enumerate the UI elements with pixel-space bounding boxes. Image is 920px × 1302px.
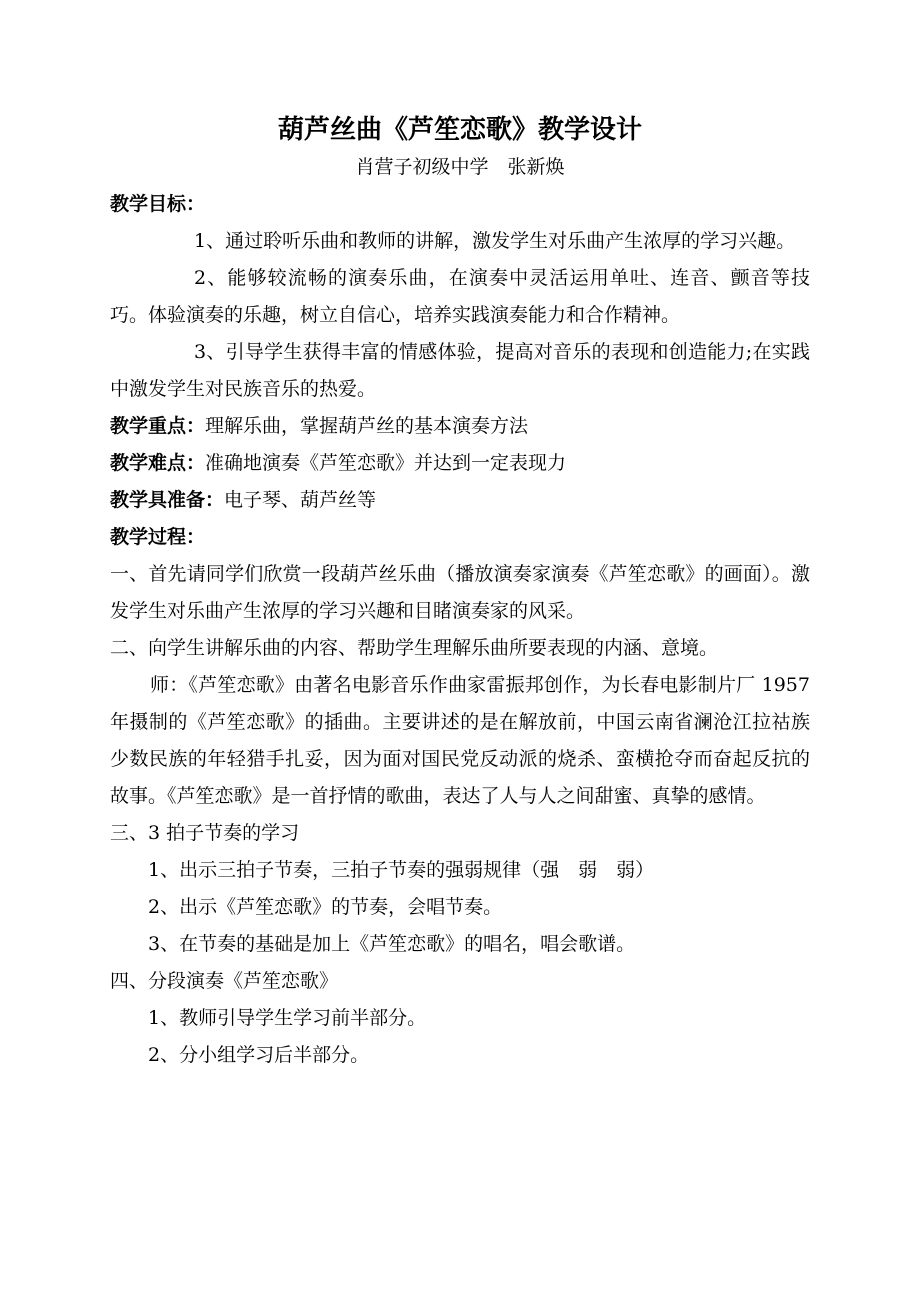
difficulty-label: 教学难点： — [110, 452, 206, 474]
document-page — [110, 112, 810, 1074]
objective-item-2: 2、能够较流畅的演奏乐曲，在演奏中灵活运用单吐、连音、颤音等技巧。体验演奏的乐趣，树立自信心，培养实践演奏能力和合作精神。 — [110, 267, 810, 326]
materials-row — [110, 482, 810, 519]
step3-item-2: 2、出示《芦笙恋歌》的节奏，会唱节奏。 — [148, 896, 503, 918]
objectives-heading: 教学目标： — [110, 193, 206, 215]
document-title: 葫芦丝曲《芦笙恋歌》教学设计 — [277, 115, 642, 145]
step3-item-3: 3、在节奏的基础是加上《芦笙恋歌》的唱名，唱会歌谱。 — [148, 933, 636, 955]
process-heading: 教学过程： — [110, 526, 206, 548]
process-step-4: 四、分段演奏《芦笙恋歌》 — [110, 970, 339, 992]
objective-item-3: 3、引导学生获得丰富的情感体验，提高对音乐的表现和创造能力;在实践中激发学生对民族音乐的热爱。 — [110, 341, 810, 400]
process-step-3: 三、3 拍子节奏的学习 — [110, 822, 300, 844]
key-point-text: 理解乐曲，掌握葫芦丝的基本演奏方法 — [205, 415, 529, 437]
materials-label: 教学具准备： — [110, 489, 225, 511]
process-step-1: 一、首先请同学们欣赏一段葫芦丝乐曲（播放演奏家演奏《芦笙恋歌》的画面）。激发学生对乐曲产生浓厚的学习兴趣和目睹演奏家的风采。 — [110, 563, 810, 622]
step3-item-1: 1、出示三拍子节奏，三拍子节奏的强弱规律（强 弱 弱） — [148, 859, 655, 881]
difficulty-text: 准确地演奏《芦笙恋歌》并达到一定表现力 — [205, 452, 567, 474]
process-step-2: 二、向学生讲解乐曲的内容、帮助学生理解乐曲所要表现的内涵、意境。 — [110, 637, 719, 659]
document-author: 肖营子初级中学 张新焕 — [355, 156, 565, 178]
key-point-label: 教学重点： — [110, 415, 206, 437]
step4-item-2: 2、分小组学习后半部分。 — [148, 1044, 370, 1066]
materials-text: 电子琴、葫芦丝等 — [224, 489, 377, 511]
step4-item-1: 1、教师引导学生学习前半部分。 — [148, 1007, 427, 1029]
difficulty-row — [110, 445, 810, 482]
objective-item-1: 1、通过聆听乐曲和教师的讲解，激发学生对乐曲产生浓厚的学习兴趣。 — [194, 230, 796, 252]
key-point-row — [110, 408, 810, 445]
teacher-paragraph: 师：《芦笙恋歌》由著名电影音乐作曲家雷振邦创作，为长春电影制片厂 1957 年摄制的《芦笙恋歌》的插曲。主要讲述的是在解放前，中国云南省澜沧江拉祜族少数民族的年轻猎手扎妥，因为面对国民党反动派的烧杀、蛮横抢夺而奋起反抗的故事。《芦笙恋歌》是一首抒情的歌曲，表达了人与人之间甜蜜、真挚的感情。 — [110, 674, 810, 807]
